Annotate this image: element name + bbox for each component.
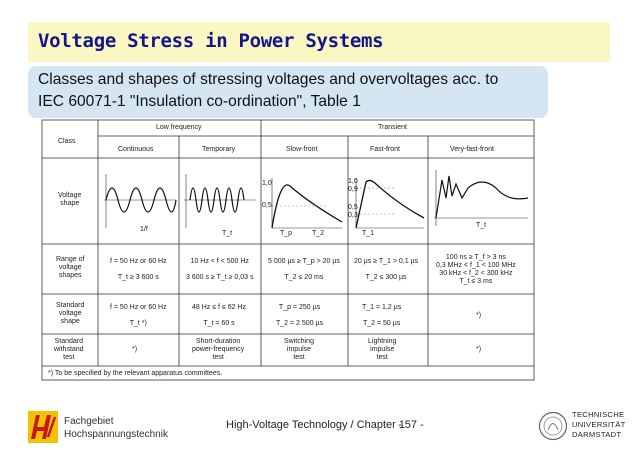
university-seal-icon bbox=[538, 411, 568, 441]
range-continuous: f = 50 Hz or 60 Hz T_t ≥ 3 600 s bbox=[110, 258, 167, 281]
annot-continuous-period: 1/f bbox=[140, 226, 148, 233]
header-low-frequency: Low frequency bbox=[156, 124, 202, 131]
annot-fast-level-1: 1,0 bbox=[348, 178, 358, 185]
subtitle-box bbox=[28, 66, 548, 118]
std-shape-slow-front: T_p = 250 µs T_2 = 2 500 µs bbox=[276, 304, 324, 327]
row-label-range: Range of voltage shapes bbox=[56, 256, 85, 279]
annot-fast-level-4: 0,3 bbox=[348, 212, 358, 219]
std-shape-temporary: 48 Hz ≤ f ≤ 62 Hz T_t = 60 s bbox=[192, 304, 246, 327]
footer-course: High-Voltage Technology / Chapter 1 bbox=[226, 419, 405, 431]
std-shape-fast-front: T_1 = 1,2 µs T_2 = 50 µs bbox=[362, 304, 402, 327]
std-test-very-fast-front: *) bbox=[476, 346, 482, 353]
std-test-continuous: *) bbox=[132, 346, 138, 353]
range-temporary: 10 Hz < f < 500 Hz 3 600 s ≥ T_t ≥ 0,03 s bbox=[186, 258, 254, 281]
hv-institute-logo-icon bbox=[28, 411, 58, 443]
voltage-classes-table bbox=[36, 118, 540, 398]
col-temporary: Temporary bbox=[202, 146, 236, 153]
header-transient: Transient bbox=[378, 124, 407, 131]
annot-fast-level-3: 0,5 bbox=[348, 204, 358, 211]
annot-slow-t2: T_2 bbox=[312, 230, 325, 237]
footer-page-number: - 57 - bbox=[398, 419, 424, 431]
university-name: TECHNISCHE UNIVERSITÄT DARMSTADT bbox=[572, 410, 626, 439]
slide-footer bbox=[0, 405, 638, 452]
col-fast-front: Fast-front bbox=[370, 146, 400, 153]
table-footnote: *) To be specified by the relevant apparatus committees. bbox=[48, 370, 223, 377]
std-test-temporary: Short-duration power-frequency test bbox=[192, 338, 245, 361]
range-fast-front: 20 µs ≥ T_1 > 0,1 µs T_2 ≤ 300 µs bbox=[354, 258, 419, 281]
annot-slow-tp: T_p bbox=[280, 230, 293, 237]
col-continuous: Continuous bbox=[118, 146, 154, 153]
row-label-standard-shape: Standard voltage shape bbox=[56, 302, 85, 325]
slide-title: Voltage Stress in Power Systems bbox=[38, 30, 384, 52]
slide-title-bar bbox=[28, 22, 610, 62]
row-label-voltage-shape: Voltage shape bbox=[58, 192, 82, 207]
std-test-fast-front: Lightning impulse test bbox=[368, 338, 397, 361]
row-label-standard-test: Standard withstand test bbox=[54, 338, 84, 361]
range-very-fast-front: 100 ns ≥ T_f > 3 ns 0,3 MHz < f_1 < 100 MHz 30 kHz < f_2 < 300 kHz T_t ≤ 3 ms bbox=[436, 254, 516, 285]
header-class: Class bbox=[58, 138, 76, 145]
very-fast-front-waveform bbox=[434, 170, 528, 226]
slow-front-waveform bbox=[272, 178, 342, 228]
col-very-fast-front: Very-fast-front bbox=[450, 146, 494, 153]
col-slow-front: Slow-front bbox=[286, 146, 318, 153]
annot-temporary-tt: T_t bbox=[222, 230, 233, 237]
annot-slow-level-2: 0,5 bbox=[262, 202, 272, 209]
department-label: Fachgebiet Hochspannungstechnik bbox=[64, 416, 168, 440]
annot-vff-tt: T_t bbox=[476, 222, 487, 229]
subtitle-line-2: IEC 60071-1 "Insulation co-ordination", Table 1 bbox=[38, 93, 361, 110]
annot-fast-level-2: 0,9 bbox=[348, 186, 358, 193]
range-slow-front: 5 000 µs ≥ T_p > 20 µs T_2 ≤ 20 ms bbox=[268, 258, 340, 281]
fast-front-waveform bbox=[356, 178, 424, 228]
subtitle-line-1: Classes and shapes of stressing voltages and overvoltages acc. to bbox=[38, 71, 499, 88]
temporary-waveform bbox=[184, 174, 256, 228]
annot-slow-level-1: 1,0 bbox=[262, 180, 272, 187]
continuous-waveform bbox=[104, 174, 176, 228]
std-shape-continuous: f = 50 Hz or 60 Hz T_t *) bbox=[110, 304, 167, 327]
std-test-slow-front: Switching impulse test bbox=[284, 338, 314, 361]
std-shape-very-fast-front: *) bbox=[476, 312, 482, 319]
annot-fast-t1: T_1 bbox=[362, 230, 375, 237]
